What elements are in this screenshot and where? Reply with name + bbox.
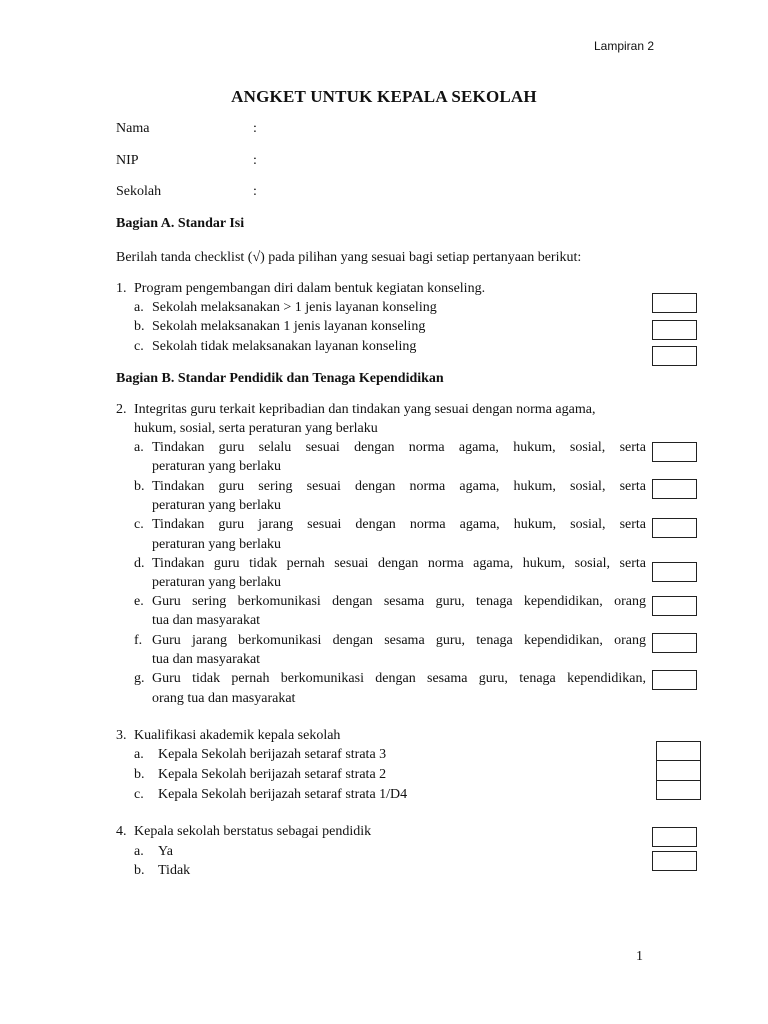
option-text: peraturan yang berlaku	[152, 575, 282, 590]
option-text: Sekolah melaksanakan > 1 jenis layanan konseling	[152, 300, 437, 315]
option-text: peraturan yang berlaku	[152, 459, 282, 474]
option-text: peraturan yang berlaku	[152, 498, 282, 513]
question-text: Program pengembangan diri dalam bentuk kegiatan konseling.	[134, 281, 486, 296]
identity-colon: :	[253, 153, 257, 168]
page-number: 1	[636, 949, 643, 964]
option-letter: a.	[134, 844, 144, 859]
option-text: Tindakan guru selalu sesuai dengan norma agama, hukum, sosial, serta	[152, 440, 646, 455]
identity-label-nip: NIP	[116, 153, 139, 168]
option-letter: a.	[134, 440, 144, 455]
option-text: Kepala Sekolah berijazah setaraf strata 2	[158, 767, 387, 782]
option-text: Sekolah melaksanakan 1 jenis layanan konseling	[152, 319, 426, 334]
checkbox-q2-g[interactable]	[652, 670, 697, 690]
checkbox-q2-b[interactable]	[652, 479, 697, 499]
option-text: Kepala Sekolah berijazah setaraf strata 1/D4	[158, 787, 408, 802]
question-text: Integritas guru terkait kepribadian dan tindakan yang sesuai dengan norma agama,	[134, 402, 596, 417]
option-letter: b.	[134, 319, 145, 334]
option-text: Tidak	[158, 863, 191, 878]
checkbox-q3-c[interactable]	[656, 780, 701, 800]
question-number: 2.	[116, 402, 127, 417]
option-letter: b.	[134, 767, 145, 782]
checkbox-q2-a[interactable]	[652, 442, 697, 462]
checkbox-q3-a[interactable]	[656, 741, 701, 762]
option-text: Kepala Sekolah berijazah setaraf strata 3	[158, 747, 387, 762]
identity-label-sekolah: Sekolah	[116, 184, 162, 199]
question-number: 3.	[116, 728, 127, 743]
option-letter: a.	[134, 300, 144, 315]
option-text: Ya	[158, 844, 173, 859]
option-text: c.	[134, 339, 144, 354]
checkbox-q4-a[interactable]	[652, 827, 697, 847]
section-b-heading: Bagian B. Standar Pendidik dan Tenaga Kependidikan	[116, 371, 444, 386]
checkbox-q1-c[interactable]	[652, 346, 697, 366]
question-number: 1.	[116, 281, 127, 296]
option-letter: d.	[134, 556, 145, 571]
option-letter: a.	[134, 747, 144, 762]
option-letter: g.	[134, 671, 145, 686]
checkbox-q2-f[interactable]	[652, 633, 697, 653]
checkbox-q2-e[interactable]	[652, 596, 697, 616]
option-letter: b.	[134, 479, 145, 494]
option-letter: b.	[134, 863, 145, 878]
option-text: Tindakan guru jarang sesuai dengan norma agama, hukum, sosial, serta	[152, 517, 646, 532]
question-number: 4.	[116, 824, 127, 839]
page-label: Lampiran 2	[594, 39, 655, 53]
option-text: Tindakan guru sering sesuai dengan norma agama, hukum, sosial, serta	[152, 479, 646, 494]
option-text: Guru jarang berkomunikasi dengan sesama guru, tenaga kependidikan, orang	[152, 633, 646, 648]
identity-label-nama: Nama	[116, 121, 150, 136]
option-letter: e.	[134, 594, 144, 609]
checkbox-q4-b[interactable]	[652, 851, 697, 871]
question-text: hukum, sosial, serta peraturan yang berlaku	[134, 421, 378, 436]
option-text: Sekolah tidak melaksanakan layanan konseling	[152, 339, 417, 354]
option-text: peraturan yang berlaku	[152, 537, 282, 552]
option-text: Tindakan guru tidak pernah sesuai dengan norma agama, hukum, sosial, serta	[152, 556, 646, 571]
option-letter: c.	[134, 787, 144, 802]
instruction-text: Berilah tanda checklist (√) pada pilihan yang sesuai bagi setiap pertanyaan berikut:	[116, 250, 582, 265]
identity-colon: :	[253, 184, 257, 199]
checkbox-q1-b[interactable]	[652, 320, 697, 340]
option-text: tua dan masyarakat	[152, 613, 261, 628]
question-text: Kepala sekolah berstatus sebagai pendidik	[134, 824, 372, 839]
checkbox-q2-c[interactable]	[652, 518, 697, 538]
option-text: Guru tidak pernah berkomunikasi dengan sesama guru, tenaga kependidikan,	[152, 671, 646, 686]
section-a-heading: Bagian A. Standar Isi	[116, 216, 245, 231]
option-text: Guru sering berkomunikasi dengan sesama guru, tenaga kependidikan, orang	[152, 594, 646, 609]
checkbox-q2-d[interactable]	[652, 562, 697, 582]
page-title: ANGKET UNTUK KEPALA SEKOLAH	[231, 87, 537, 106]
option-text: tua dan masyarakat	[152, 652, 261, 667]
checkbox-q3-b[interactable]	[656, 760, 701, 781]
question-text: Kualifikasi akademik kepala sekolah	[134, 728, 341, 743]
checkbox-q1-a[interactable]	[652, 293, 697, 313]
option-letter: f.	[134, 633, 143, 648]
option-text: orang tua dan masyarakat	[152, 691, 296, 706]
identity-colon: :	[253, 121, 257, 136]
option-letter: c.	[134, 517, 144, 532]
